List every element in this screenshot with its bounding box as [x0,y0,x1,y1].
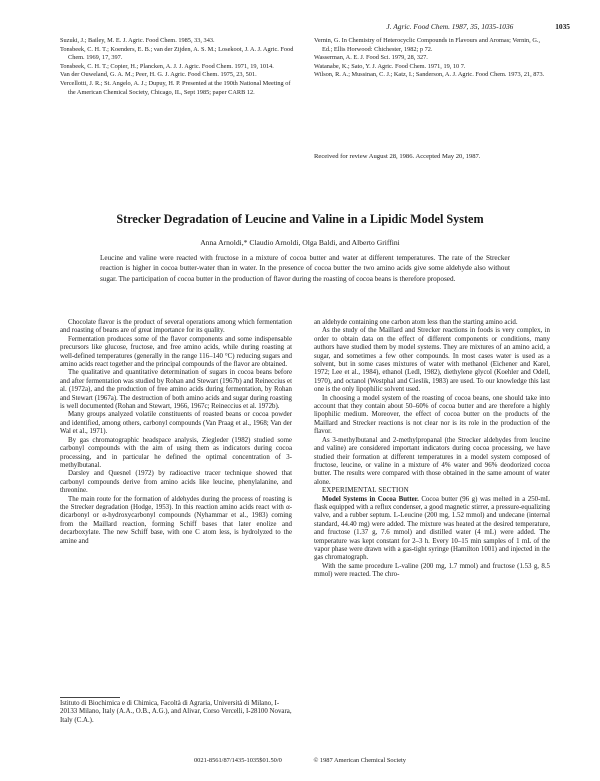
body-paragraph: Chocolate flavor is the product of several operations among which fermentation and roasting of beans are of great importance for its quality. [60,319,292,335]
page-footer [0,757,600,764]
author-affiliation: Istituto di Biochimica e di Chimica, Facoltà di Agraria, Università di Milano, I-20133 Milano, Italy (A.A., O.B., A.G.), and Alivar, Corso Vercelli, I-28100 Novara, Italy (C.A.). [60,700,292,724]
body-paragraph: In choosing a model system of the roasting of cocoa beans, one should take into account that they contain about 50–60% of cocoa butter and are therefore a highly lipophilic medium. Moreover, the effect of cocoa butter on the products of the Maillard and Strecker reactions is not clear nor is its role in the production of the flavor. [314,394,550,436]
run-in-heading: Model Systems in Cocoa Butter. [322,495,419,503]
experimental-text: Cocoa butter (96 g) was melted in a 250-mL flask equipped with a reflux condenser, a good magnetic stirrer, a pressure-equalizing valve, and a rubber septum. L-Leucine (200 mg, 1.52 mmol) and undecane (internal standard, 44.40 mg) were added. The mixture was heated at the desired temperature, and fructose (1.37 g, 7.6 mmol) and distilled water (4 mL) were added. The temperature was kept constant for 2–3 h. Every 10–15 min samples of 1 mL of the vapor phase were drawn with a gas-tight syringe (Hamilton 1001) and injected in the gas chromatograph. [314,495,550,562]
body-paragraph: As 3-methylbutanal and 2-methylpropanal (the Strecker aldehydes from leucine and valine) are considered important indicators during cocoa processing, we have studied their formation at different temperatures in a model system composed of fructose, leucine, or valine in a mixture of 4% water and 96% deodorized cocoa butter. The results were compared with those obtained in the same amount of water alone. [314,436,550,486]
reference-entry: Tonsbeek, C. H. T.; Copier, H.; Plancken, A. J. J. Agric. Food Chem. 1971, 19, 1014. [60,62,274,70]
body-paragraph: Many groups analyzed volatile constituents of roasted beans or cocoa powder and identified, among others, carbonyl compounds (Van Praag et al., 1968; Van der Wal et al., 1971). [60,411,292,436]
journal-citation: J. Agric. Food Chem. 1987, 35, 1035-1036 [386,22,514,31]
body-column-left [60,319,292,546]
body-paragraph [314,496,550,563]
body-paragraph: The qualitative and quantitative determination of sugars in cocoa beans before and after fermentation was studied by Rohan and Stewart (1967b) and Reineccius et al. (1972a), and the production of free amino acids during fermentation, by Rohan and Stewart (1967a). The destruction of both amino acids and sugar during roasting is well documented (Rohan and Stewart, 1966, 1967c; Reineccius et al. 1972b). [60,369,292,411]
body-paragraph: As the study of the Maillard and Strecker reactions in foods is very complex, in order to obtain data on the effect of different components or conditions, many authors have studied them by model systems. They are mixtures of an amino acid, a sugar, and sometimes a few other compounds. In most cases water is used as a solvent, but in some cases mixtures of water with methanol (Eichener and Karel, 1972; Lee et al., 1984), ethanol (Ledl, 1982), diethylene glycol (Koehler and Odell, 1970), and octanol (Westphal and Cieslik, 1983) are used. To our knowledge this last one is the only lipophilic solvent used. [314,327,550,394]
abstract: Leucine and valine were reacted with fructose in a mixture of cocoa butter and water at different temperatures. The rate of the Strecker reaction is higher in cocoa butter-water than in water. In the presence of cocoa butter the two amino acids give some aldehyde also without sugar. The participation of cocoa butter in the production of flavor during the roasting of cocoa beans is therefore proposed. [100,254,510,283]
footnote-rule [60,697,120,698]
reference-entry: Vercellotti, J. R.; St. Angelo, A. J.; Dupuy, H. P. Presented at the 190th National Meeting of the American Chemical Society, Chicago, IL, Sept 1985; paper CARB 12. [60,79,291,96]
reference-entry: Watanabe, K.; Sato, Y. J. Agric. Food Chem. 1971, 19, 10 7. [314,62,466,70]
body-paragraph: Darsley and Quesnel (1972) by radioactive tracer technique showed that carbonyl compounds derive from amino acids like leucine, phenylalanine, and threonine. [60,470,292,495]
author-list: Anna Arnoldi,* Claudio Arnoldi, Olga Baldi, and Alberto Griffini [200,238,400,247]
section-heading: EXPERIMENTAL SECTION [322,487,409,495]
references-right [314,37,550,80]
body-paragraph: By gas chromatographic headspace analysis, Ziegleder (1982) studied some carbonyl compounds with the aim of using them as indicators during cocoa processing, and in particular he defined the optimal concentration of 3-methylbutanal. [60,436,292,469]
reference-entry: Wilson, R. A.; Mussinan, C. J.; Katz, I.; Sanderson, A. J. Agric. Food Chem. 1973, 21, 873. [314,71,545,79]
references-left [60,37,296,97]
reference-entry: Van der Ouweland, G. A. M.; Peer, H. G. J. Agric. Food Chem. 1975, 23, 501. [60,71,257,79]
body-paragraph: The main route for the formation of aldehydes during the process of roasting is the Strecker degradation (Hodge, 1953). In this reaction amino acids react with α-dicarbonyl or α-hydroxycarbonyl compounds (Nyhammar et al., 1983) coming from the Maillard reaction, forming Schiff bases that later enolize and decarboxylate. The new Schiff base, with one C atom less, is hydrolyzed to the amine and [60,495,292,545]
running-header [386,22,570,31]
body-column-right [314,319,550,580]
received-note: Received for review August 28, 1986. Accepted May 20, 1987. [314,153,481,160]
reference-entry: Wasserman, A. E. J. Food Sci. 1979, 28, 327. [314,54,428,62]
article-code: 0021-8561/87/1435-1035$01.50/0 [193,757,282,764]
page-number: 1035 [555,22,570,31]
body-paragraph: Fermentation produces some of the flavor components and some indispensable precursors like glucose, fructose, and free amino acids, while during roasting at well-defined temperatures (generally in the range 116–140 °C) reducing sugars and amino acids react together and the principal compounds of the flavor are obtained. [60,335,292,369]
reference-entry: Tonsbeek, C. H. T.; Koenders, E. B.; van der Zijden, A. S. M.; Losekoot, J. A. J. Agric. Food Chem. 1969, 17, 397. [60,45,294,62]
copyright-notice: © 1987 American Chemical Society [313,757,406,764]
body-paragraph: With the same procedure L-valine (200 mg, 1.7 mmol) and fructose (1.53 g, 8.5 mmol) were reacted. The chro- [314,562,550,579]
article-title: Strecker Degradation of Leucine and Valine in a Lipidic Model System [116,212,484,226]
body-paragraph: an aldehyde containing one carbon atom less than the starting amino acid. [314,319,518,326]
reference-entry: Vernin, G. In Chemistry of Heterocyclic Compounds in Flavours and Aromas; Vernin, G., Ed.; Ellis Horwood: Chichester, 1982; p 72. [314,37,541,53]
reference-entry: Suzuki, J.; Bailey, M. E. J. Agric. Food Chem. 1985, 33, 343. [60,37,215,44]
